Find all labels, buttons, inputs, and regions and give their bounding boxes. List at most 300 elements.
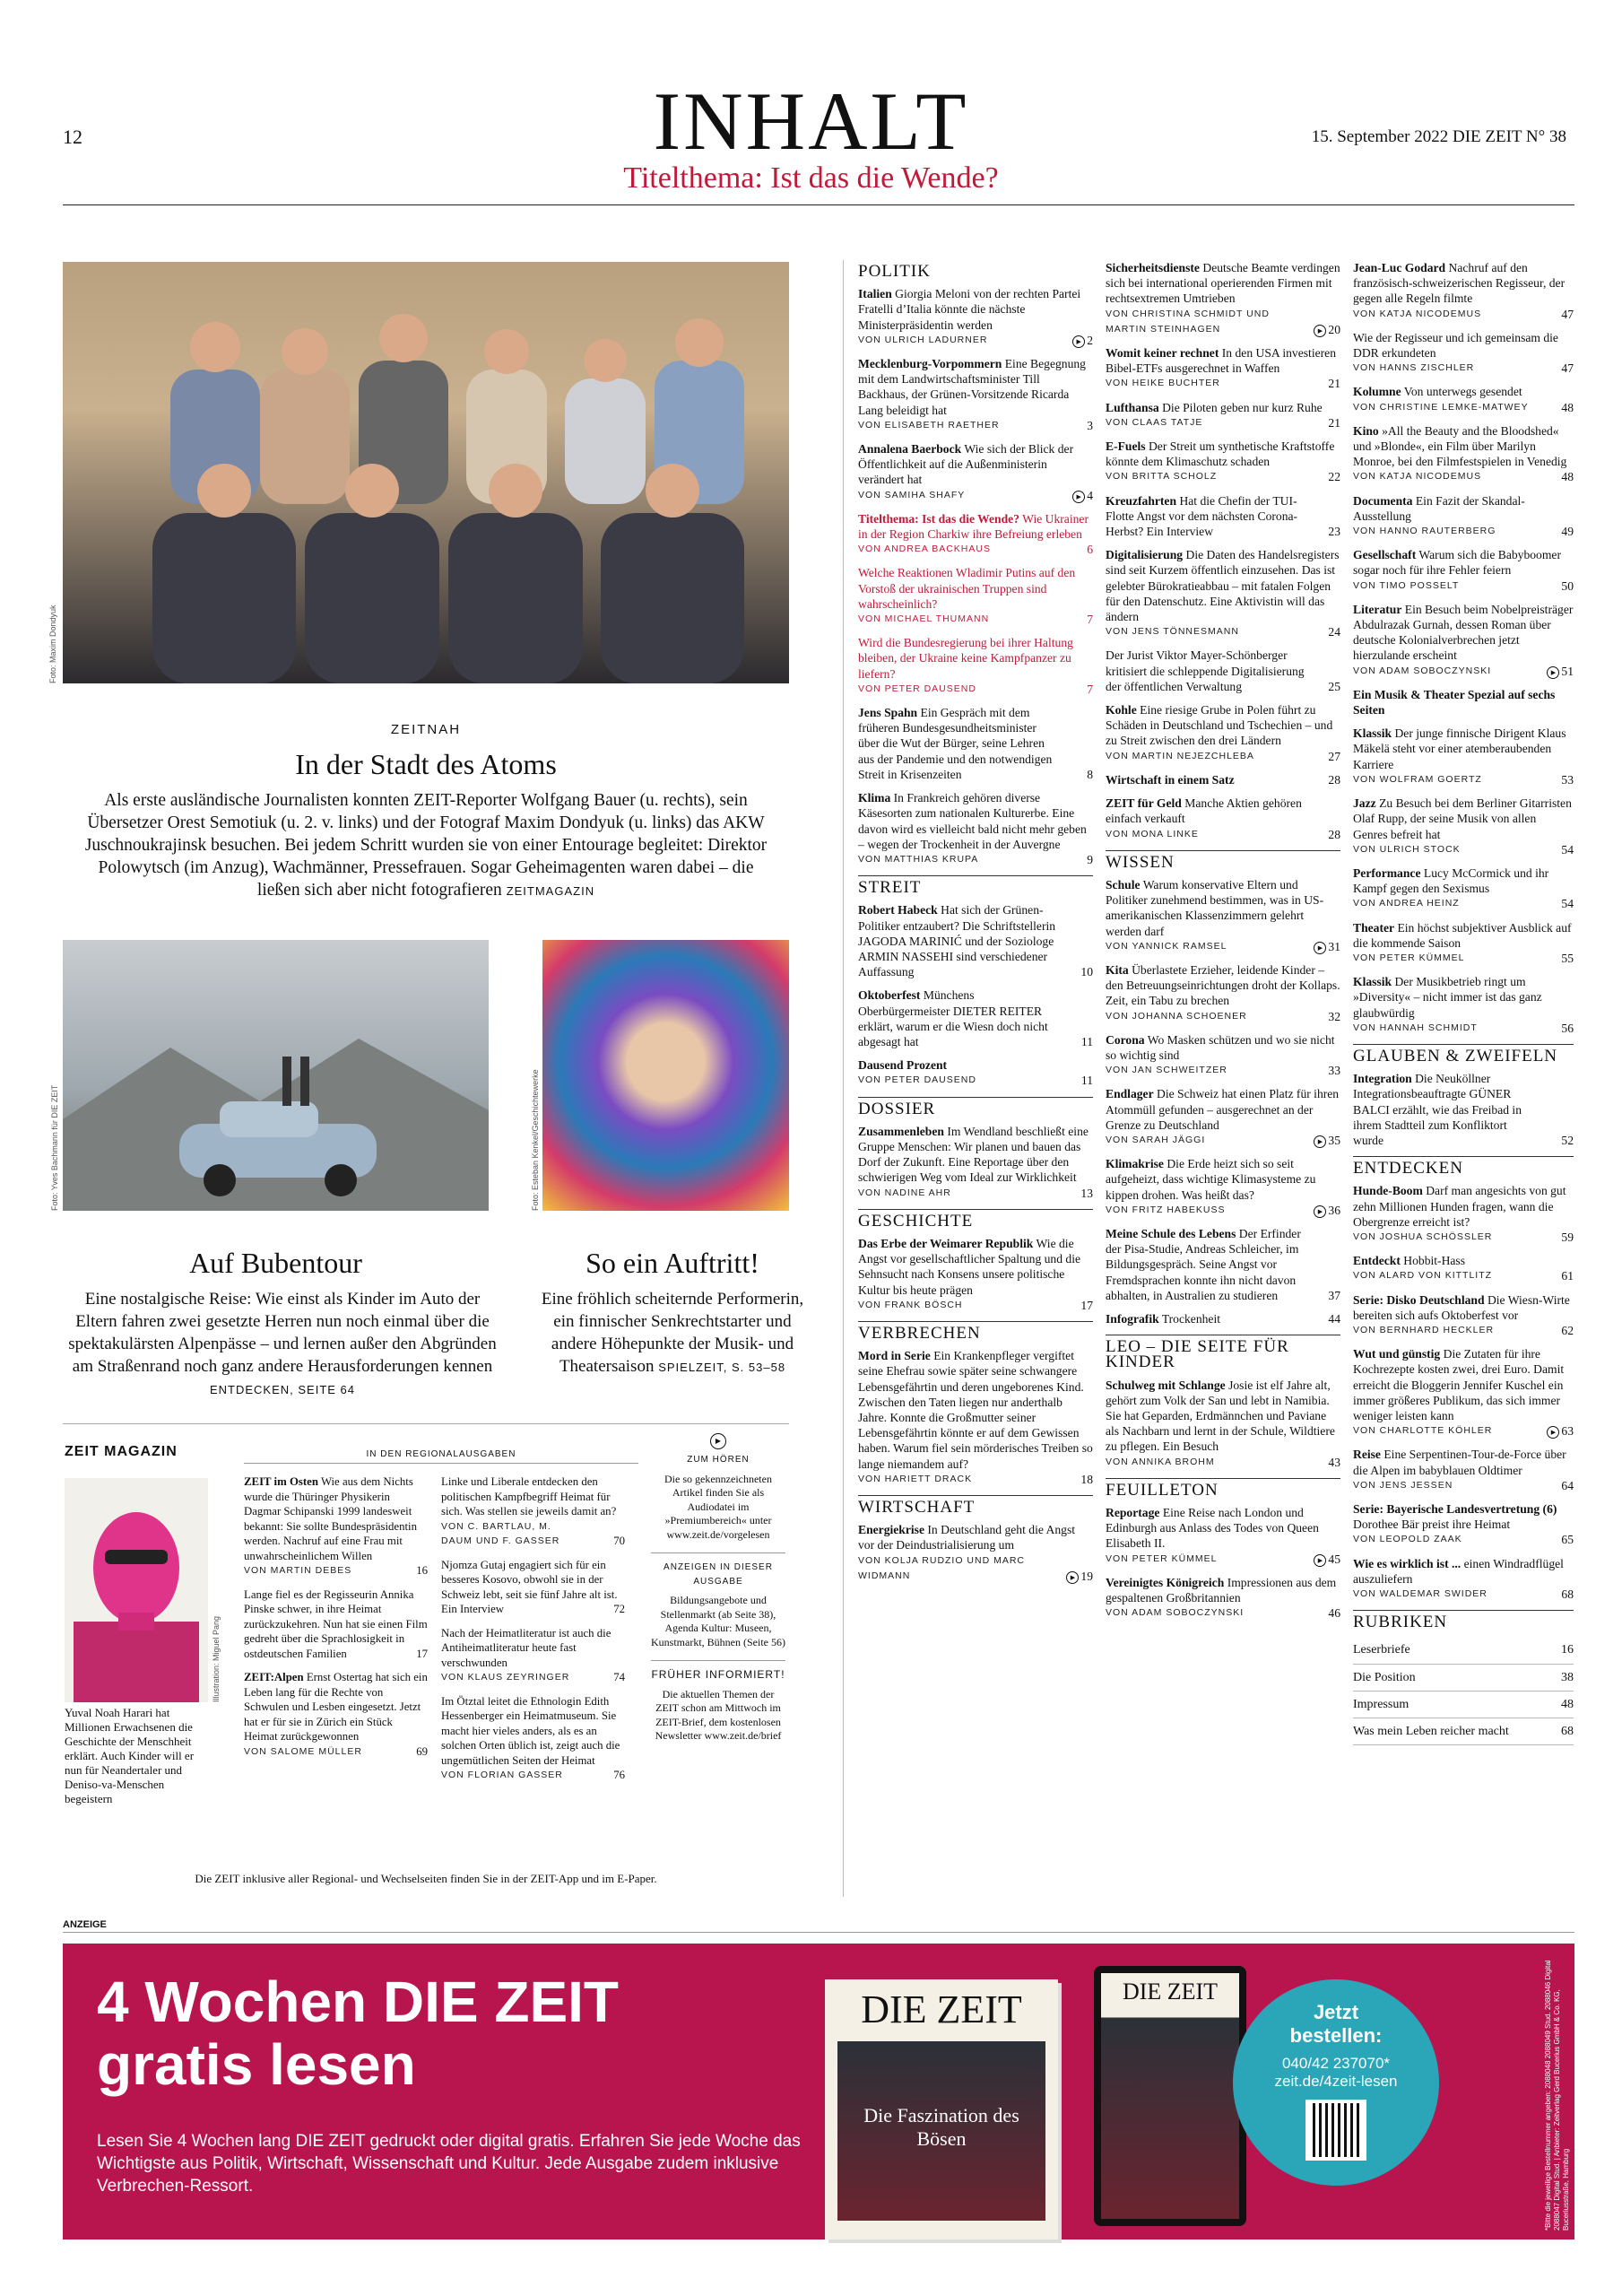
entry-page-number: 10: [1080, 965, 1093, 979]
ad-tablet-screen: DIE ZEIT: [1101, 1973, 1239, 2219]
toc-entry[interactable]: [1353, 547, 1574, 594]
rubrik-item[interactable]: [1353, 1665, 1574, 1692]
entry-page-number: 59: [1561, 1230, 1574, 1244]
entry-page-number: 44: [1328, 1311, 1340, 1326]
toc-entry[interactable]: [1353, 1183, 1574, 1245]
regional-entry-text: Im Ötztal leitet die Ethnologin Edith Hessenberger ein Heimatmuseum. Sie macht hier vieles anders, als es an solchen Orten üblich ist, zeigt auch die ungemütlichen Seiten der Heimat: [441, 1694, 620, 1767]
entry-page: [1328, 415, 1340, 430]
play-circle-icon[interactable]: ▶: [1547, 666, 1559, 679]
toc-entry[interactable]: [1353, 384, 1574, 414]
entry-page-number: 64: [1561, 1478, 1574, 1492]
qr-code-icon[interactable]: [1305, 2100, 1366, 2161]
entry-page-number: 37: [1328, 1288, 1340, 1302]
toc-entry[interactable]: [1353, 1447, 1574, 1493]
entry-page: [1087, 682, 1093, 697]
entry-title: Ein Musik & Theater Spezial auf sechs Seiten: [1353, 687, 1556, 718]
entry-text: Der Streit um synthetische Kraftstoffe könnte dem Klimaschutz schaden: [1106, 439, 1335, 469]
play-circle-icon[interactable]: ▶: [1066, 1571, 1079, 1584]
toc-entry[interactable]: [1353, 260, 1574, 322]
toc-entry[interactable]: [1106, 1505, 1340, 1567]
toc-entry[interactable]: [1353, 1556, 1574, 1603]
issue-date: 15. September 2022 DIE ZEIT N° 38: [1311, 127, 1566, 146]
entry-text: Im Wendland beschließt eine Gruppe Menschen: Wir planen und bauen das Dorf der Zukunft. Eine Reportage über den schwierigen Weg vom Ideal zur Wirklichkeit: [858, 1124, 1089, 1185]
toc-entry[interactable]: [1353, 920, 1574, 967]
entry-byline: VON BRITTA SCHOLZ: [1106, 471, 1218, 483]
entry-text: Hat die Chefin der TUI-Flotte Angst vor dem nächsten Corona-Herbst? Ein Interview: [1106, 493, 1298, 539]
toc-entry[interactable]: [1353, 330, 1574, 377]
toc-entry[interactable]: [1106, 1378, 1340, 1470]
entry-text: Die Piloten geben nur kurz Ruhe: [1162, 400, 1323, 414]
entry-title: Performance: [1353, 865, 1421, 880]
entry-page: [1561, 1478, 1574, 1493]
section-heading: STREIT: [858, 875, 1093, 895]
harari-illustration: [65, 1478, 208, 1702]
entry-byline: VON HANNAH SCHMIDT: [1353, 1022, 1478, 1033]
regional-entry[interactable]: [244, 1587, 428, 1662]
entry-title: Mord in Serie: [858, 1349, 931, 1363]
entry-title: Schulweg mit Schlange: [1106, 1378, 1226, 1392]
ad-headline-2: gratis lesen: [97, 2032, 416, 2097]
toc-entry[interactable]: [1353, 1292, 1574, 1339]
ad-newspaper-cover: Die Faszination des Bösen: [837, 2041, 1045, 2221]
regional-entry[interactable]: [441, 1558, 625, 1617]
entry-page: [1087, 767, 1093, 782]
entry-page: [1314, 322, 1340, 337]
feature-right-ref[interactable]: SPIELZEIT, S. 53–58: [658, 1361, 786, 1374]
hoeren-text: Die so gekennzeichneten Artikel finden Sie als Audiodatei im »Premiumbereich« unter www.zeit.de/vorgelesen: [664, 1472, 772, 1541]
regional-entry-page: 70: [613, 1535, 625, 1547]
entry-title: Reise: [1353, 1448, 1381, 1462]
toc-entry[interactable]: [1106, 1032, 1340, 1079]
entry-text: Impressionen aus dem gespaltenen Großbritannien: [1106, 1575, 1337, 1605]
regional-column-1: [244, 1474, 428, 1768]
entry-page-number: 51: [1561, 664, 1574, 678]
entry-text: Wo Masken schützen und wo sie nicht so wichtig sind: [1106, 1032, 1335, 1062]
entry-text: Welche Reaktionen Wladimir Putins auf den Vorstoß der ukrainischen Truppen sind wahrscheinlich?: [858, 566, 1076, 611]
entry-byline: VON HEIKE BUCHTER: [1106, 378, 1220, 389]
entry-text: Darf man angesichts von gut zehn Millionen Hunden fragen, wann die Obergrenze erreicht ist?: [1353, 1184, 1566, 1229]
play-circle-icon[interactable]: ▶: [1314, 1205, 1326, 1218]
entry-title: Theater: [1353, 920, 1395, 935]
entry-title: Kohle: [1106, 703, 1137, 718]
entry-text: Eine Begegnung mit dem Landwirtschaftsminister Till Backhaus, der Grünen-Vorsitzende Ricarda Lang beleidigt hat: [858, 357, 1086, 417]
toc-entry[interactable]: [858, 441, 1093, 503]
entry-title: Infografik: [1106, 1311, 1159, 1326]
toc-entry[interactable]: [1106, 1311, 1340, 1326]
regional-entry-byline: VON FLORIAN GASSER: [441, 1770, 563, 1780]
entry-byline: VON ANNIKA BROHM: [1106, 1456, 1215, 1467]
entry-byline: VON KATJA NICODEMUS: [1353, 308, 1482, 319]
play-circle-icon[interactable]: ▶: [1547, 1426, 1559, 1439]
section-heading: DOSSIER: [858, 1097, 1093, 1117]
entry-text: Eine Serpentinen-Tour-de-Force über die Alpen im babyblauen Oldtimer: [1353, 1448, 1566, 1477]
ad-label: ANZEIGE: [63, 1919, 1574, 1933]
toc-entry[interactable]: [1106, 702, 1340, 764]
play-circle-icon[interactable]: ▶: [1072, 491, 1085, 503]
play-circle-icon[interactable]: ▶: [1314, 1554, 1326, 1567]
regional-entry[interactable]: [441, 1626, 625, 1685]
bottom-block-rule: [63, 1423, 789, 1424]
toc-entry[interactable]: [858, 356, 1093, 433]
play-circle-icon[interactable]: ▶: [1314, 1135, 1326, 1148]
regional-heading: IN DEN REGIONALAUSGABEN: [244, 1449, 638, 1464]
entry-text: Hobbit-Hass: [1403, 1254, 1466, 1268]
entry-text: Hat sich der Grünen-Politiker entzaubert? Die Schriftstellerin JAGODA MARINIĆ und der Soziologe ARMIN NASSEHI sind verschiedener Auffassung: [858, 903, 1056, 979]
entry-byline: VON KATJA NICODEMUS: [1353, 471, 1482, 483]
portrait-illustration: [65, 1478, 208, 1702]
regional-column-2: [441, 1474, 625, 1792]
entry-page: [1328, 749, 1340, 764]
toc-entry[interactable]: [1106, 400, 1340, 430]
toc-entry[interactable]: [1353, 796, 1574, 857]
entry-title: Documenta: [1353, 493, 1413, 508]
entry-byline: VON ULRICH STOCK: [1353, 843, 1461, 855]
entry-page: [1561, 361, 1574, 376]
rubrik-item[interactable]: [1353, 1692, 1574, 1718]
entry-text: In Frankreich gehören diverse Käsesorten zum nationalen Kulturerbe. Eine davon wird es vielleicht bald nicht mehr geben – wegen der Trockenheit in der Auvergne: [858, 791, 1087, 851]
entry-page: [1561, 772, 1574, 787]
regional-entry[interactable]: [441, 1474, 625, 1549]
entry-page-number: 25: [1328, 679, 1340, 693]
toc-entry[interactable]: [858, 635, 1093, 697]
entry-page: [1066, 1569, 1093, 1584]
entry-text: Wie die Angst vor gesellschaftlicher Spaltung und die Sehnsucht nach Konsens unsere politische Kultur bis heute prägen: [858, 1236, 1081, 1297]
toc-entry[interactable]: [1106, 1086, 1340, 1148]
entry-text: Wie der Regisseur und ich gemeinsam die DDR erkundeten: [1353, 330, 1558, 361]
ad-fine-print: *Bitte die jeweilige Bestellnummer angeben: 2088048 2088049 Stud. 2088046 Digital 2088047 Digital Stud. | Anbieter: Zeitverlag Gerd Bucerius GmbH & Co. KG, Buceriusstraße, Hamburg: [1544, 1960, 1570, 2231]
entry-title: Wie es wirklich ist ...: [1353, 1556, 1462, 1570]
toc-entry[interactable]: [1353, 1346, 1574, 1439]
entry-title: Womit keiner rechnet: [1106, 346, 1219, 361]
entry-title: Corona: [1106, 1032, 1145, 1047]
entry-page: [1328, 1288, 1340, 1303]
toc-entry[interactable]: [1106, 493, 1340, 540]
regional-entry-page: 16: [416, 1564, 428, 1577]
entry-page: [1328, 469, 1340, 484]
footnote: Die ZEIT inklusive aller Regional- und Wechselseiten finden Sie in der ZEIT-App und im E-Paper.: [195, 1872, 657, 1885]
entry-text: Von unterwegs gesendet: [1403, 385, 1522, 399]
entry-byline: VON SARAH JÄGGI: [1106, 1134, 1206, 1145]
anzeigen-text: Bildungsangebote und Stellenmarkt (ab Seite 38), Agenda Kultur: Museen, Kunstmarkt, Bühnen (Seite 56): [651, 1594, 785, 1648]
toc-entry[interactable]: [858, 705, 1093, 782]
feature-right-teaser: [538, 1288, 807, 1378]
entry-page: [1328, 624, 1340, 639]
toc-entry[interactable]: [1106, 1575, 1340, 1622]
toc-entry[interactable]: [858, 565, 1093, 627]
entry-byline: VON PETER KÜMMEL: [1106, 1552, 1218, 1564]
entry-byline: VON LEOPOLD ZAAK: [1353, 1534, 1462, 1545]
entry-page-number: 19: [1080, 1569, 1093, 1583]
toc-entry[interactable]: [858, 902, 1093, 979]
toc-entry[interactable]: [1353, 602, 1574, 679]
entry-title: Kino: [1353, 423, 1379, 438]
entry-text: Lucy McCormick und ihr Kampf gegen den Sexismus: [1353, 865, 1549, 896]
toc-entry[interactable]: [1106, 1226, 1340, 1303]
play-circle-icon[interactable]: ▶: [1072, 335, 1085, 348]
entry-page-number: 56: [1561, 1021, 1574, 1035]
toc-entry[interactable]: [858, 286, 1093, 348]
regional-entry-byline: VON KLAUS ZEYRINGER: [441, 1672, 570, 1683]
column-divider: [843, 260, 844, 1897]
entry-byline: VON ALARD VON KITTLITZ: [1353, 1270, 1493, 1282]
entry-byline: VON FRANK BÖSCH: [858, 1299, 963, 1310]
entry-page-number: 21: [1328, 415, 1340, 430]
regional-entry[interactable]: [244, 1474, 428, 1578]
entry-page-number: 47: [1561, 307, 1574, 321]
rubrik-title: Was mein Leben reicher macht: [1353, 1725, 1509, 1739]
entry-page: [1328, 772, 1340, 787]
entry-page-number: 3: [1087, 418, 1093, 432]
toc-entry[interactable]: [858, 1348, 1093, 1487]
entry-page: [1561, 1532, 1574, 1547]
entry-title: ZEIT für Geld: [1106, 796, 1182, 811]
toc-entry[interactable]: [858, 511, 1093, 558]
entry-text: Manche Aktien gehören einfach verkauft: [1106, 796, 1302, 826]
entry-byline: VON WALDEMAR SWIDER: [1353, 1588, 1488, 1600]
entry-text: Die Neuköllner Integrationsbeauftragte GÜNER BALCI erzählt, wie das Freibad in ihrem Stadtteil zum Konfliktort wurde: [1353, 1072, 1522, 1147]
entry-byline: VON SAMIHA SHAFY: [858, 489, 966, 500]
toc-entry[interactable]: [858, 1124, 1093, 1201]
entry-page: [1314, 1133, 1340, 1148]
regional-entry-text: Ernst Ostertag hat sich ein Leben lang für die Rechte von Schwulen und Lesben eingesetzt. Jetzt hat er für sie in Zürich ein Stück Heimat zurückgewonnen: [244, 1671, 428, 1743]
lead-teaser: [76, 789, 776, 902]
toc-entry[interactable]: [858, 1522, 1093, 1584]
entry-page-number: 46: [1328, 1606, 1340, 1621]
entry-title: Annalena Baerbock: [858, 442, 962, 457]
toc-entry[interactable]: [1106, 877, 1340, 954]
entry-title: Zusammenleben: [858, 1124, 944, 1138]
entry-byline: VON ADAM SOBOCZYNSKI: [1106, 1607, 1245, 1619]
ad-banner[interactable]: [63, 1944, 1574, 2239]
ad-newspaper-name: DIE ZEIT: [861, 1987, 1022, 2031]
entry-page: [1328, 679, 1340, 694]
play-circle-icon[interactable]: ▶: [1314, 325, 1326, 337]
feature-right-text: Eine fröhlich scheiternde Performerin, ein finnischer Senkrechtstarter und andere Höhepunkte der Musik- und Theatersaison: [541, 1290, 804, 1376]
entry-text: In Deutschland geht die Angst vor der Deindustrialisierung um: [858, 1523, 1076, 1552]
entry-page: [1547, 664, 1574, 679]
entry-text: Eine riesige Grube in Polen führt zu Schäden in Deutschland und Tschechien – und zu Streit zwischen den drei Ländern: [1106, 703, 1333, 748]
entry-page: [1561, 469, 1574, 484]
entry-page-number: 18: [1080, 1472, 1093, 1486]
entry-byline: VON JENS TÖNNESMANN: [1106, 626, 1239, 638]
entry-title: Meine Schule des Lebens: [1106, 1226, 1236, 1240]
entry-byline: VON WOLFRAM GOERTZ: [1353, 773, 1482, 785]
entry-title: Serie: Disko Deutschland: [1353, 1292, 1485, 1307]
entry-byline: VON MATTHIAS KRUPA: [858, 853, 979, 865]
entry-title: E-Fuels: [1106, 439, 1146, 454]
entry-text: Ein Krankenpfleger vergiftet seine Ehefrau sowie später seine schwangere Lebensgefährtin und deren ungeborenes Kind. Zwischen den Taten liegen nur anderthalb Jahre. Konnte die Großmutter seiner Lebensgefährtin könnte er auf dem Gewissen haben. Warum fiel sein mörderisches Treiben so lange niemandem auf?: [858, 1349, 1093, 1471]
toc-entry[interactable]: [1353, 1253, 1574, 1283]
badge-title: Jetzt bestellen:: [1289, 2001, 1383, 2047]
section-heading: WISSEN: [1106, 850, 1340, 870]
entry-title: Jean-Luc Godard: [1353, 261, 1446, 274]
entry-text: Wie sich der Blick der Öffentlichkeit auf die Außenministerin verändert hat: [858, 442, 1074, 487]
entry-page-number: 43: [1328, 1455, 1340, 1469]
zeitmagazin-logo: ZEIT MAGAZIN: [65, 1444, 178, 1459]
entry-byline: VON ANDREA BACKHAUS: [858, 544, 991, 555]
entry-byline: VON HARIETT DRACK: [858, 1473, 973, 1484]
toc-entry[interactable]: [1106, 439, 1340, 485]
entry-text: Warum konservative Eltern und Politiker zunehmend bestimmen, was in US-amerikanischen Klassenzimmern gelehrt werden darf: [1106, 877, 1324, 938]
regional-entry[interactable]: [244, 1670, 428, 1759]
regional-entry-title: ZEIT:Alpen: [244, 1671, 304, 1683]
entry-byline: VON PETER DAUSEND: [858, 683, 976, 694]
entry-page: [1080, 1186, 1093, 1201]
rubrik-item[interactable]: [1353, 1637, 1574, 1664]
entry-byline: VON CHRISTINA SCHMIDT UND MARTIN STEINHAGEN: [1106, 308, 1270, 335]
toc-column-1: [858, 260, 1093, 1592]
entry-page: [1561, 1230, 1574, 1245]
badge-phone[interactable]: 040/42 237070*: [1281, 2055, 1391, 2072]
entry-title: Dausend Prozent: [858, 1058, 948, 1073]
entry-page: [1080, 1298, 1093, 1313]
entry-page: [1328, 827, 1340, 842]
section-heading: VERBRECHEN: [858, 1321, 1093, 1341]
entry-page-number: 50: [1561, 578, 1574, 593]
entry-title: Sicherheitsdienste: [1106, 261, 1200, 274]
entry-page-number: 4: [1087, 488, 1093, 502]
toc-entry[interactable]: [1106, 547, 1340, 639]
toc-entry[interactable]: [1106, 772, 1340, 787]
feature-left-teaser: [63, 1288, 502, 1401]
entry-title: Hunde-Boom: [1353, 1184, 1423, 1198]
service-column: [651, 1433, 785, 1744]
entry-page-number: 22: [1328, 470, 1340, 484]
section-heading: RUBRIKEN: [1353, 1610, 1574, 1630]
regional-entry[interactable]: [441, 1694, 625, 1783]
toc-entry[interactable]: [1106, 260, 1340, 337]
section-heading: ENTDECKEN: [1353, 1156, 1574, 1176]
lead-photo-credit: Foto: Maxim Dondyuk: [48, 604, 57, 683]
rubrik-page: 48: [1561, 1697, 1574, 1711]
entry-byline: VON JOSHUA SCHÖSSLER: [1353, 1231, 1493, 1242]
toc-entry[interactable]: [1353, 687, 1574, 718]
toc-entry[interactable]: [1353, 493, 1574, 540]
lead-kicker: ZEITNAH: [390, 722, 462, 737]
entry-title: Titelthema: Ist das die Wende?: [858, 511, 1020, 526]
section-heading: LEO – DIE SEITE FÜR KINDER: [1106, 1335, 1340, 1370]
entry-page-number: 17: [1080, 1298, 1093, 1312]
toc-entry[interactable]: [1353, 865, 1574, 912]
feature-left-ref[interactable]: ENTDECKEN, SEITE 64: [209, 1383, 356, 1396]
ad-newspaper: [825, 1979, 1058, 2239]
entry-page: [1328, 1009, 1340, 1024]
entry-text: Nachruf auf den französisch-schweizerischen Regisseur, der gegen alle Regeln filmte: [1353, 261, 1566, 306]
frueher-text: Die aktuellen Themen der ZEIT schon am Mittwoch im ZEIT-Brief, dem kostenlosen Newsletter www.zeit.de/brief: [655, 1687, 782, 1742]
entry-text: Ein Gespräch mit dem früheren Bundesgesundheitsminister über die Wut der Bürger, seine Lehren aus der Pandemie und den notwendigen Streit in Krisenzeiten: [858, 706, 1053, 781]
entry-page: [1072, 488, 1093, 503]
toc-entry[interactable]: [1353, 1071, 1574, 1148]
rubrik-page: 68: [1561, 1725, 1574, 1739]
entry-byline: VON HANNS ZISCHLER: [1353, 362, 1475, 374]
entry-byline: VON MARTIN NEJEZCHLEBA: [1106, 750, 1254, 761]
entry-title: Gesellschaft: [1353, 548, 1417, 562]
toc-entry[interactable]: [1106, 345, 1340, 392]
entry-text: Warum sich die Babyboomer sogar noch für ihre Fehler feiern: [1353, 548, 1561, 578]
toc-entry[interactable]: [1106, 648, 1340, 694]
performer-photo: [542, 940, 789, 1211]
toc-entry[interactable]: [1106, 1156, 1340, 1218]
entry-page: [1561, 842, 1574, 857]
toc-entry[interactable]: [858, 1236, 1093, 1313]
entry-page: [1561, 307, 1574, 322]
badge-url[interactable]: zeit.de/4zeit-lesen: [1274, 2073, 1398, 2090]
toc-entry[interactable]: [858, 790, 1093, 867]
entry-page-number: 55: [1561, 951, 1574, 965]
entry-page-number: 54: [1561, 897, 1574, 911]
play-circle-icon[interactable]: ▶: [1314, 942, 1326, 954]
entry-page-number: 62: [1561, 1323, 1574, 1337]
entry-page-number: 11: [1080, 1074, 1093, 1088]
toc-entry[interactable]: [1106, 962, 1340, 1024]
toc-entry[interactable]: [1353, 423, 1574, 485]
harari-caption: Yuval Noah Harari hat Millionen Erwachsenen die Geschichte der Menschheit erklärt. Auch Kinder will er nun für Neandertaler und Deniso-va-Menschen begeistern: [65, 1706, 195, 1805]
entry-title: Klassik: [1353, 726, 1392, 741]
toc-entry[interactable]: [858, 987, 1093, 1049]
regional-entry-page: 69: [416, 1744, 428, 1758]
entry-page-number: 48: [1561, 400, 1574, 414]
rubrik-item[interactable]: [1353, 1718, 1574, 1745]
entry-page-number: 8: [1087, 767, 1093, 781]
entry-title: Oktoberfest: [858, 988, 921, 1003]
lead-headline: In der Stadt des Atoms: [295, 748, 557, 780]
entry-text: Die Wiesn-Wirte bereiten sich aufs Oktoberfest vor: [1353, 1292, 1570, 1322]
entry-title: Italien: [858, 287, 892, 301]
entry-page: [1328, 376, 1340, 391]
entry-text: Der Erfinder der Pisa-Studie, Andreas Schleicher, im Bildungsgespräch. Seine Angst vor Fremdsprachen konnte ihn nicht davon abhalten, in Australien zu studieren: [1106, 1226, 1301, 1302]
hoeren-title: ZUM HÖREN: [687, 1455, 750, 1465]
toc-entry[interactable]: [858, 1057, 1093, 1088]
entry-page-number: 7: [1087, 682, 1093, 696]
regional-entry-page: 72: [613, 1603, 625, 1615]
entry-page-number: 11: [1080, 1034, 1093, 1048]
entry-page: [1328, 1605, 1340, 1621]
toc-entry[interactable]: [1353, 1501, 1574, 1548]
lead-ref[interactable]: ZEITMAGAZIN: [506, 884, 595, 898]
entry-page: [1087, 418, 1093, 433]
entry-byline: VON MICHAEL THUMANN: [858, 613, 990, 625]
entry-title: Klimakrise: [1106, 1157, 1164, 1171]
entry-byline: VON ULRICH LADURNER: [858, 334, 988, 345]
entry-text: Dorothee Bär preist ihre Heimat: [1353, 1518, 1511, 1532]
entry-byline: VON HANNO RAUTERBERG: [1353, 526, 1496, 537]
entry-title: Jazz: [1353, 796, 1376, 811]
entry-text: Trockenheit: [1161, 1311, 1221, 1326]
lead-photo: [63, 262, 789, 683]
entry-byline: VON ELISABETH RAETHER: [858, 419, 1000, 430]
rubrik-page: 16: [1561, 1643, 1574, 1657]
entry-page: [1561, 524, 1574, 539]
entry-text: In den USA investieren Bibel-ETFs ausgerechnet in Waffen: [1106, 346, 1336, 376]
entry-text: Der Musikbetrieb ringt um »Diversity« – nicht immer ist das ganz glaubwürdig: [1353, 975, 1542, 1020]
entry-page-number: 36: [1328, 1203, 1340, 1217]
entry-text: Ein Besuch beim Nobelpreisträger Abdulrazak Gurnah, dessen Roman über deutsche Kolonialverbrechen jetzt hierzulande erscheint: [1353, 602, 1574, 663]
regional-entry-text: Wie aus dem Nichts wurde die Thüringer Physikerin Dagmar Schipanski 1999 landesweit bekannt: Sie sollte Bundespräsidentin werden. Nachruf auf eine Frau mit unwahrscheinlichem Willen: [244, 1475, 417, 1562]
regional-entry-byline: VON MARTIN DEBES: [244, 1565, 352, 1576]
entry-page: [1072, 333, 1093, 348]
toc-entry[interactable]: [1106, 796, 1340, 842]
entry-page: [1087, 612, 1093, 627]
toc-entry[interactable]: [1353, 726, 1574, 787]
toc-entry[interactable]: [1353, 974, 1574, 1036]
page-number: 12: [63, 126, 82, 148]
entry-text: Überlastete Erzieher, leidende Kinder – den Betreuungseinrichtungen droht der Kollaps. Zeit, ein Tabu zu brechen: [1106, 962, 1340, 1008]
entry-text: Josie ist elf Jahre alt, gehört zum Volk der San und lebt in Namibia. Sie hat Geparden, Erdmännchen und Paviane als Nachbarn und lernt in der Schule, Wildtiere zu pflegen. Ein Besuch: [1106, 1378, 1335, 1454]
entry-byline: VON JAN SCHWEITZER: [1106, 1065, 1227, 1076]
order-badge[interactable]: [1233, 1979, 1439, 2186]
entry-title: Literatur: [1353, 602, 1402, 616]
entry-text: Ein Fazit der Skandal-Ausstellung: [1353, 493, 1525, 523]
